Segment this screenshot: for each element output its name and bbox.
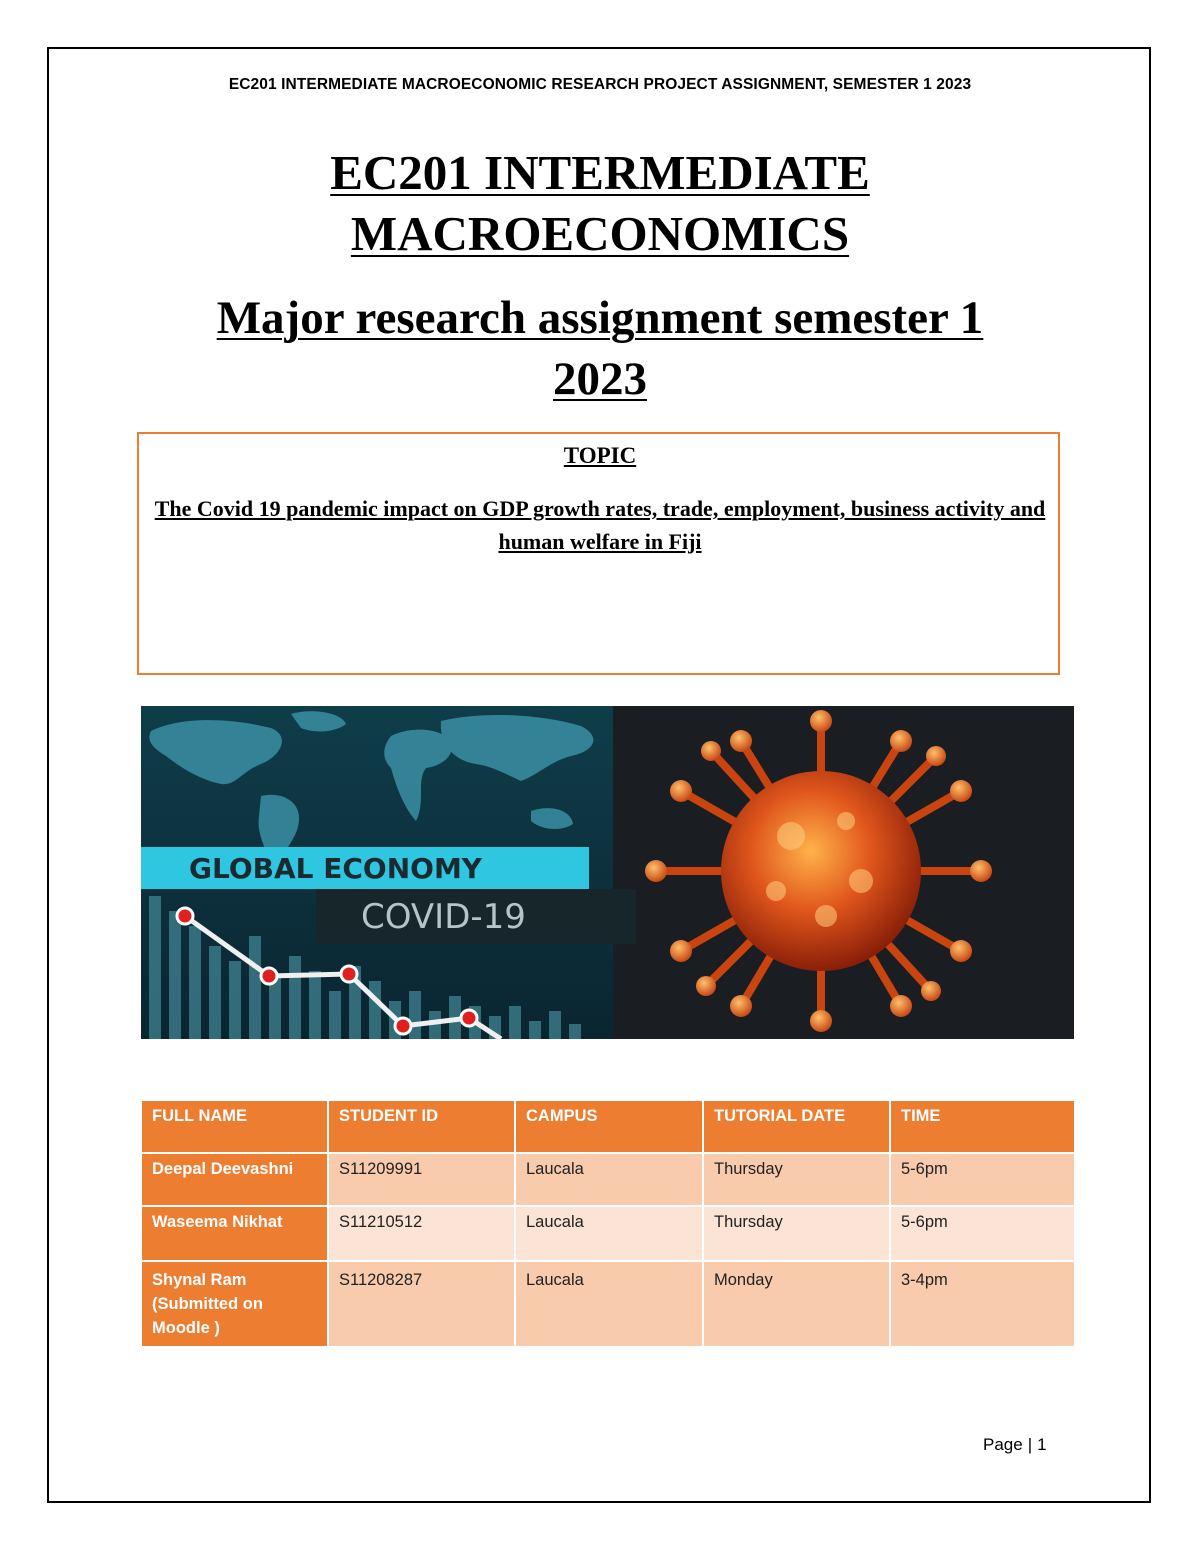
page-label: Page <box>983 1435 1023 1454</box>
cell-campus: Laucala <box>516 1207 704 1262</box>
cell-time: 5-6pm <box>891 1207 1076 1262</box>
cell-time: 3-4pm <box>891 1262 1076 1348</box>
cell-date: Monday <box>704 1262 891 1348</box>
topic-label: TOPIC <box>563 443 637 468</box>
header-student-id: STUDENT ID <box>329 1101 516 1154</box>
page-footer <box>983 1435 1047 1455</box>
title-line-2: MACROECONOMICS <box>350 206 850 261</box>
cell-id: S11208287 <box>329 1262 516 1348</box>
cell-date: Thursday <box>704 1154 891 1207</box>
page-separator: | <box>1027 1435 1033 1454</box>
cell-name: Deepal Deevashni <box>142 1154 329 1207</box>
page-number: 1 <box>1037 1435 1047 1454</box>
cell-id: S11210512 <box>329 1207 516 1262</box>
subtitle-line-2: 2023 <box>553 353 647 405</box>
header-full-name: FULL NAME <box>142 1101 329 1154</box>
cell-campus: Laucala <box>516 1262 704 1348</box>
topic-text: The Covid 19 pandemic impact on GDP growth rates, trade, employment, business activity and human welfare in Fiji <box>154 496 1046 554</box>
table-row <box>142 1154 1076 1207</box>
header-campus: CAMPUS <box>516 1101 704 1154</box>
title-line-1: EC201 INTERMEDIATE <box>330 145 870 200</box>
banner-line-2: COVID-19 <box>361 897 526 937</box>
student-table <box>142 1101 1076 1348</box>
cell-name: Shynal Ram (Submitted on Moodle ) <box>142 1262 329 1348</box>
table-header-row <box>142 1101 1076 1154</box>
table-row <box>142 1262 1076 1348</box>
cell-time: 5-6pm <box>891 1154 1076 1207</box>
header-time: TIME <box>891 1101 1076 1154</box>
running-header: EC201 INTERMEDIATE MACROECONOMIC RESEARCH PROJECT ASSIGNMENT, SEMESTER 1 2023 <box>228 76 972 93</box>
header-tutorial-date: TUTORIAL DATE <box>704 1101 891 1154</box>
banner-line-1: GLOBAL ECONOMY <box>189 852 483 885</box>
cell-id: S11209991 <box>329 1154 516 1207</box>
table-row <box>142 1207 1076 1262</box>
cell-campus: Laucala <box>516 1154 704 1207</box>
covid-economy-banner <box>141 706 1074 1039</box>
cell-date: Thursday <box>704 1207 891 1262</box>
subtitle-line-1: Major research assignment semester 1 <box>216 292 984 344</box>
cell-name: Waseema Nikhat <box>142 1207 329 1262</box>
